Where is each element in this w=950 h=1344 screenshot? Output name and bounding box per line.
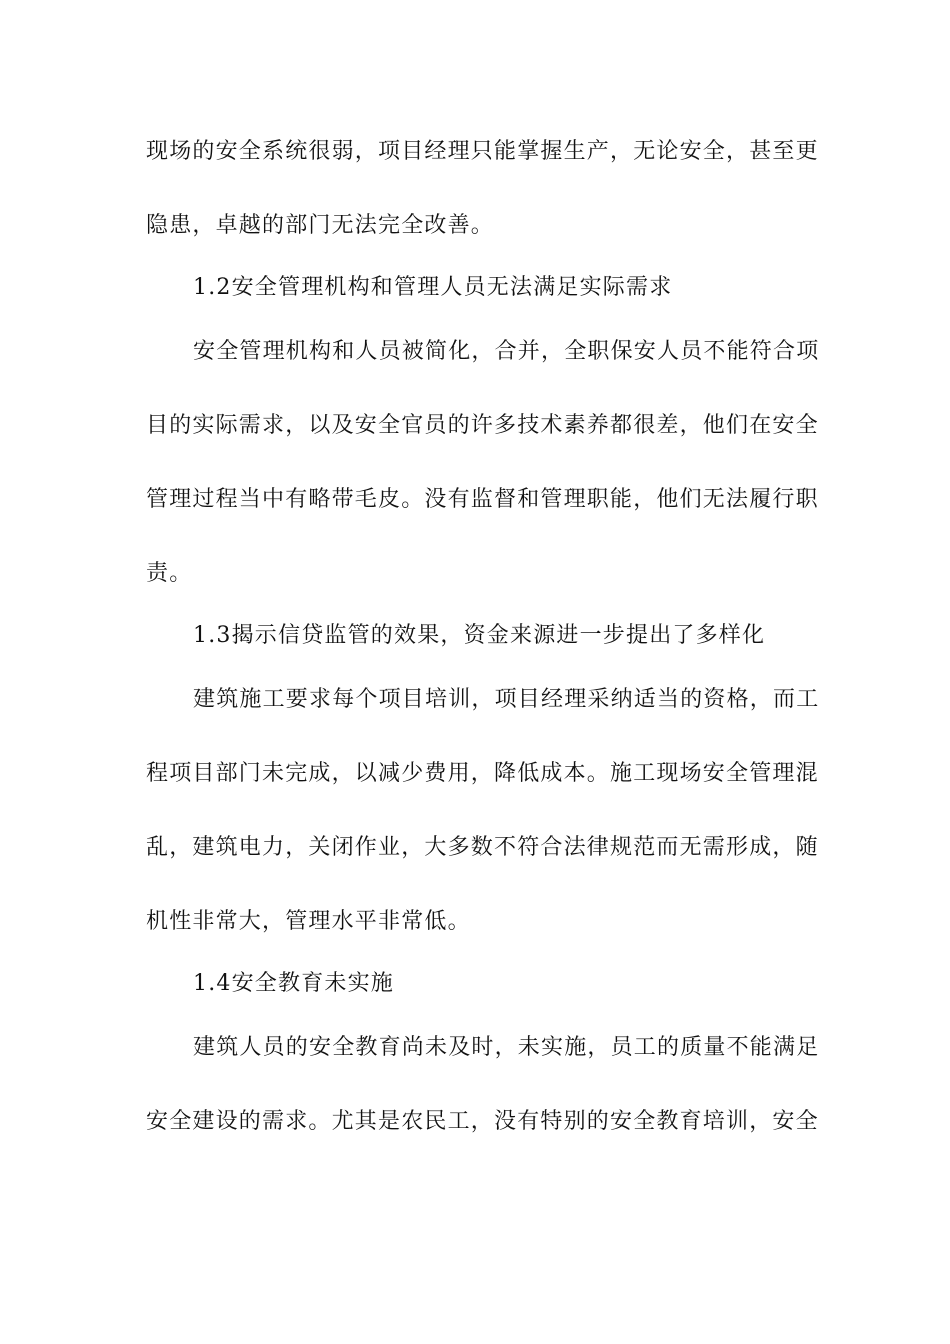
paragraph-line: 安全管理机构和人员被简化，合并，全职保安人员不能符合项 [193,339,820,364]
paragraph-line: 现场的安全系统很弱，项目经理只能掌握生产，无论安全，甚至更 [146,139,819,164]
paragraph-line: 建筑施工要求每个项目培训，项目经理采纳适当的资格，而工 [193,687,820,712]
section-heading-1-4: 1.4安全教育未实施 [193,971,394,996]
paragraph-line: 机性非常大，管理水平非常低。 [146,909,471,934]
paragraph-line: 目的实际需求，以及安全官员的许多技术素养都很差，他们在安全 [146,413,819,438]
paragraph-line: 安全建设的需求。尤其是农民工，没有特别的安全教育培训，安全 [146,1109,819,1134]
paragraph-line: 隐患，卓越的部门无法完全改善。 [146,213,495,238]
section-heading-1-2: 1.2安全管理机构和管理人员无法满足实际需求 [193,275,673,300]
paragraph-line: 程项目部门未完成，以减少费用，降低成本。施工现场安全管理混 [146,761,819,786]
paragraph-line: 建筑人员的安全教育尚未及时，未实施，员工的质量不能满足 [193,1035,820,1060]
paragraph-line: 乱，建筑电力，关闭作业，大多数不符合法律规范而无需形成，随 [146,835,819,860]
paragraph-line: 管理过程当中有略带毛皮。没有监督和管理职能，他们无法履行职 [146,487,819,512]
section-heading-1-3: 1.3揭示信贷监管的效果，资金来源进一步提出了多样化 [193,623,766,648]
paragraph-line: 责。 [146,561,193,586]
